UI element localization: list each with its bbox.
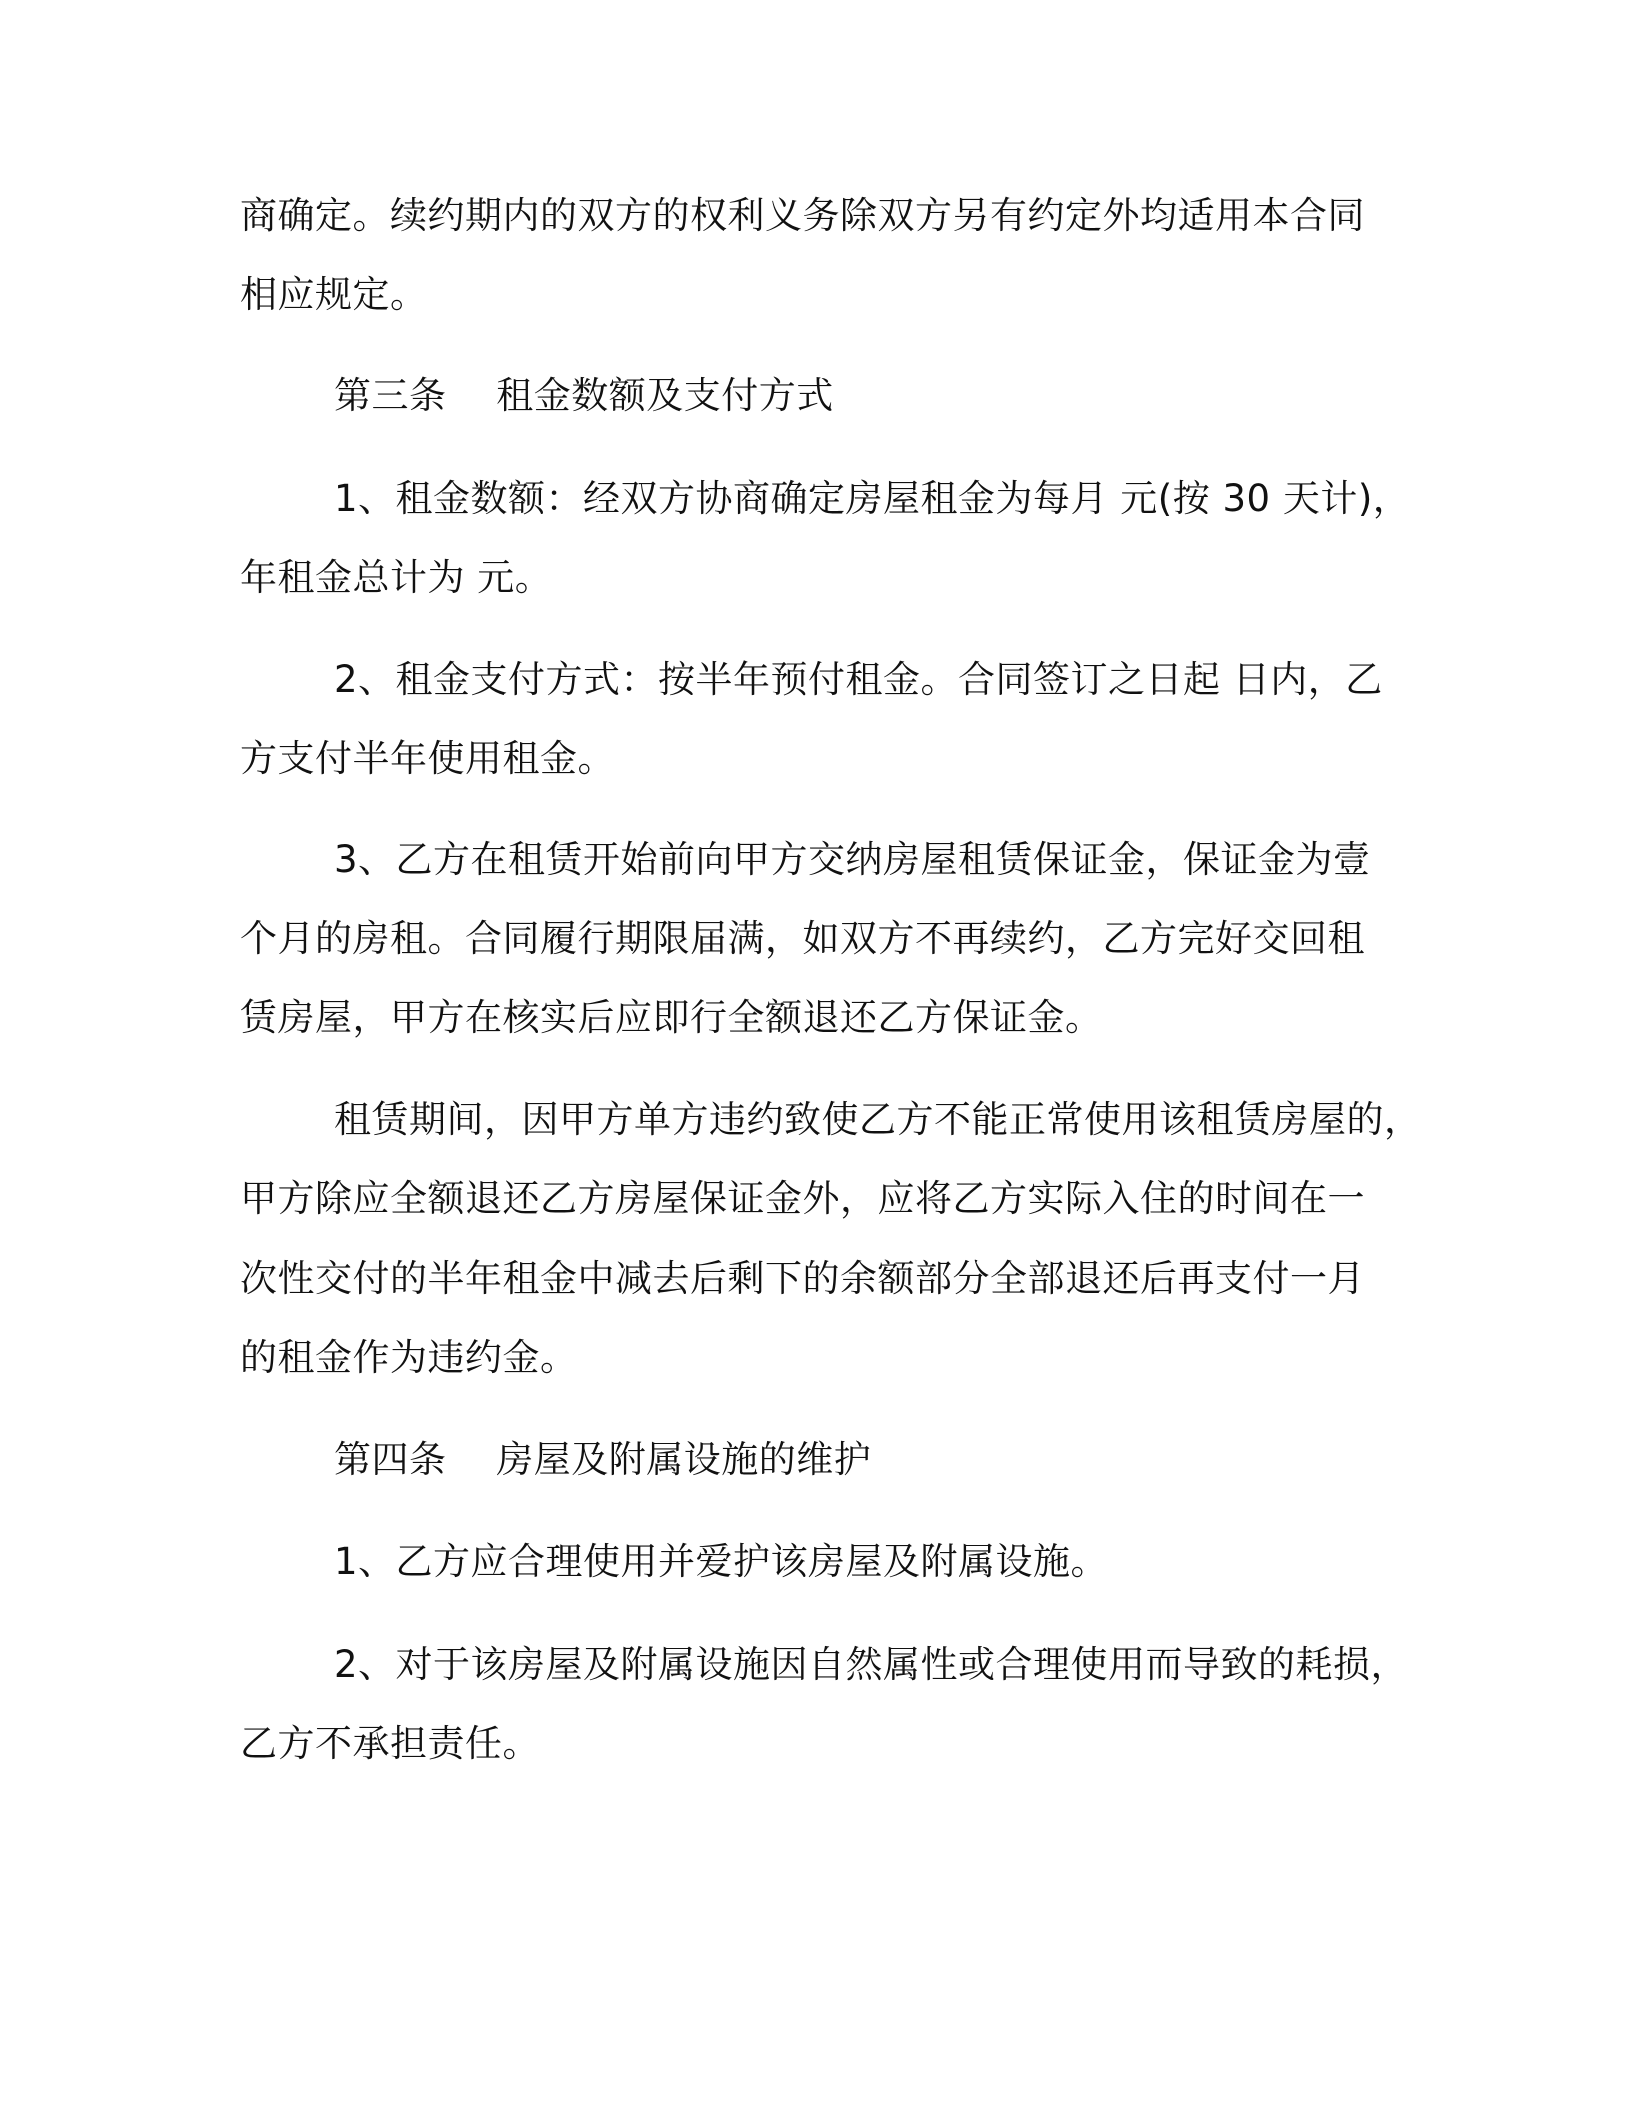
text-line: 2、对于该房屋及附属设施因自然属性或合理使用而导致的耗损，: [334, 1643, 1409, 1686]
text-line: 方支付半年使用租金。: [240, 737, 615, 780]
text-line: 的租金作为违约金。: [240, 1336, 578, 1379]
text-line: 1、乙方应合理使用并爱护该房屋及附属设施。: [334, 1540, 1109, 1583]
text-line: 相应规定。: [240, 273, 428, 316]
section-heading-article-3: 第三条 租金数额及支付方式: [334, 374, 834, 417]
section-heading-article-4: 第四条 房屋及附属设施的维护: [334, 1438, 872, 1481]
text-line: 乙方不承担责任。: [240, 1722, 540, 1765]
text-line: 个月的房租。合同履行期限届满，如双方不再续约，乙方完好交回租: [240, 917, 1365, 960]
text-line: 商确定。续约期内的双方的权利义务除双方另有约定外均适用本合同: [240, 194, 1365, 237]
text-line: 3、乙方在租赁开始前向甲方交纳房屋租赁保证金，保证金为壹: [334, 838, 1371, 881]
text-line: 甲方除应全额退还乙方房屋保证金外，应将乙方实际入住的时间在一: [240, 1177, 1365, 1220]
text-line: 1、租金数额：经双方协商确定房屋租金为每月 元(按 30 天计)，: [334, 477, 1411, 520]
text-line: 年租金总计为 元。: [240, 556, 553, 599]
text-line: 赁房屋，甲方在核实后应即行全额退还乙方保证金。: [240, 996, 1103, 1039]
text-line: 2、租金支付方式：按半年预付租金。合同签订之日起 日内，乙: [334, 658, 1383, 701]
text-line: 租赁期间，因甲方单方违约致使乙方不能正常使用该租赁房屋的，: [334, 1098, 1422, 1141]
text-line: 次性交付的半年租金中减去后剩下的余额部分全部退还后再支付一月: [240, 1257, 1365, 1300]
